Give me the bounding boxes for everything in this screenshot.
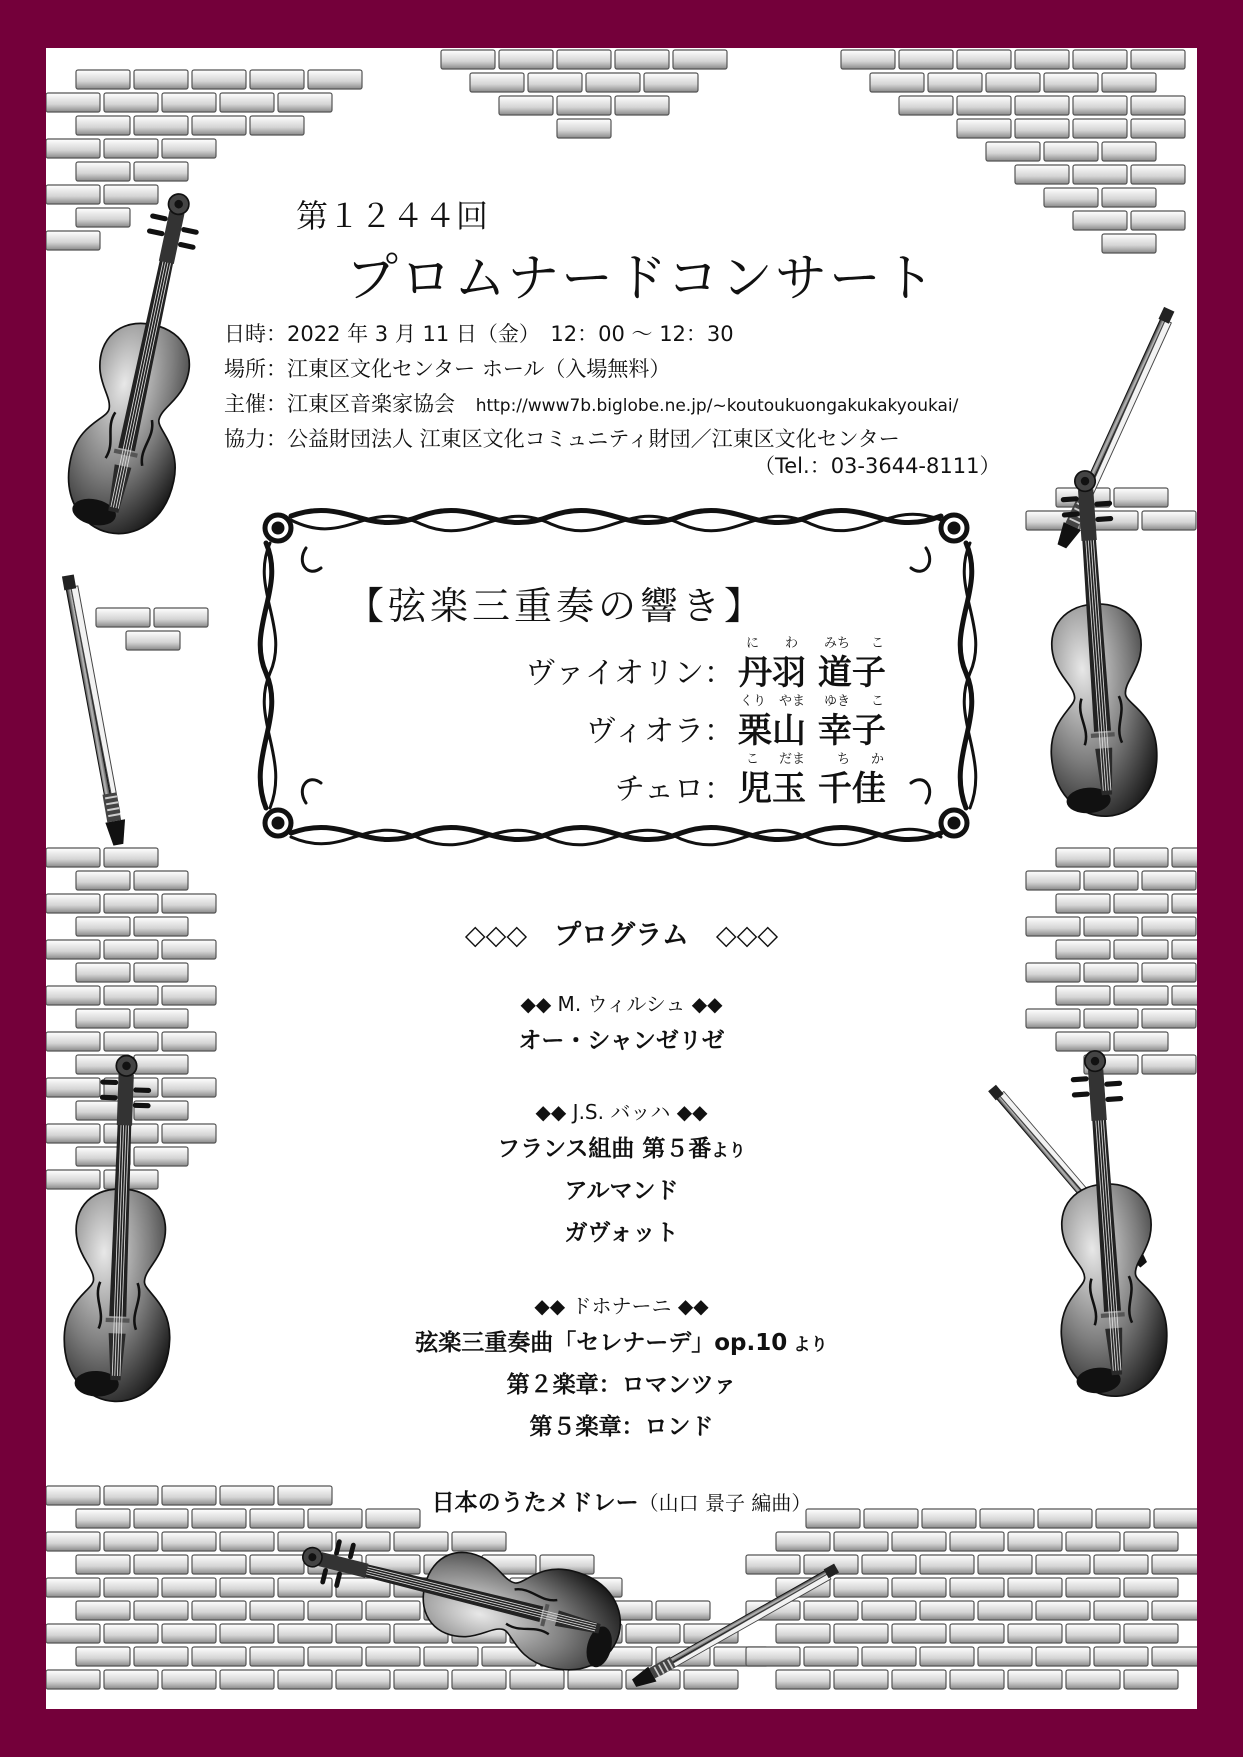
ruby-text: こ	[871, 694, 885, 709]
medley-note: （山口 景子 編曲）	[638, 1491, 812, 1515]
organizer-url-link[interactable]: http://www7b.biglobe.ne.jp/~koutoukuongakukakyoukai/	[475, 396, 959, 416]
concert-title: プロムナードコンサート	[346, 249, 937, 309]
composer-dohnanyi: ◆◆ ドホナーニ ◆◆	[534, 1294, 709, 1318]
ruby-text: に	[746, 636, 760, 651]
program-heading: ◇◇◇ プログラム ◇◇◇	[464, 920, 779, 951]
ruby-text: やま	[779, 694, 806, 709]
member-name: 栗山 幸子	[738, 711, 886, 751]
work-suffix: より	[711, 1141, 746, 1161]
info-organizer	[224, 388, 958, 418]
work-title	[46, 1324, 1197, 1357]
work-movement: アルマンド	[564, 1178, 679, 1204]
composer-wilsh: ◆◆ M. ウィルシュ ◆◆	[520, 992, 723, 1016]
brick-wall-mid-right	[1026, 488, 1196, 530]
brick-wall-mid-left	[96, 608, 208, 650]
ruby-text: か	[871, 752, 885, 767]
ruby-text: わ	[785, 636, 799, 651]
ruby-text: ゆき	[824, 694, 851, 709]
ruby-text: だま	[779, 752, 806, 767]
ruby-text: こ	[746, 752, 760, 767]
info-datetime: 日時：2022 年 3 月 11 日（金） 12：00 〜 12：30	[224, 322, 734, 346]
work-main: 弦楽三重奏曲「セレナーデ」op.10	[415, 1330, 788, 1356]
medley-line	[46, 1484, 1197, 1517]
work-main: フランス組曲 第５番	[497, 1136, 712, 1162]
member-role: チェロ：	[614, 772, 734, 807]
info-venue: 場所：江東区文化センター ホール（入場無料）	[224, 357, 671, 381]
brick-wall-top-right	[841, 50, 1185, 253]
brick-wall-top-center	[441, 50, 727, 138]
member-role: ヴァイオリン：	[525, 656, 734, 691]
member-name: 児玉 千佳	[738, 769, 886, 809]
ensemble-title: 【弦楽三重奏の響き】	[346, 584, 767, 628]
composer-bach: ◆◆ J.S. バッハ ◆◆	[535, 1100, 708, 1124]
member-role: ヴィオラ：	[585, 714, 734, 749]
ruby-text: ち	[837, 752, 851, 767]
info-cooperation: 協力：公益財団法人 江東区文化コミュニティ財団／江東区文化センター	[224, 427, 900, 451]
ruby-text: こ	[871, 636, 885, 651]
edition-number: 第１２４４回	[296, 197, 489, 235]
work-movement: ガヴォット	[564, 1220, 679, 1246]
work-title	[46, 1130, 1197, 1163]
work-movement: 第２楽章：ロマンツァ	[506, 1372, 737, 1398]
flyer-page	[46, 48, 1197, 1709]
work-title: オー・シャンゼリゼ	[518, 1028, 725, 1054]
ruby-text: みち	[824, 636, 851, 651]
member-name: 丹羽 道子	[738, 653, 886, 693]
ruby-text: くり	[740, 694, 767, 709]
medley-title: 日本のうたメドレー	[431, 1490, 639, 1516]
work-movement: 第５楽章：ロンド	[529, 1414, 714, 1440]
organizer-name: 主催：江東区音楽家協会	[224, 392, 455, 416]
work-suffix: より	[787, 1335, 828, 1355]
info-tel: （Tel.：03-3644-8111）	[754, 454, 1001, 478]
